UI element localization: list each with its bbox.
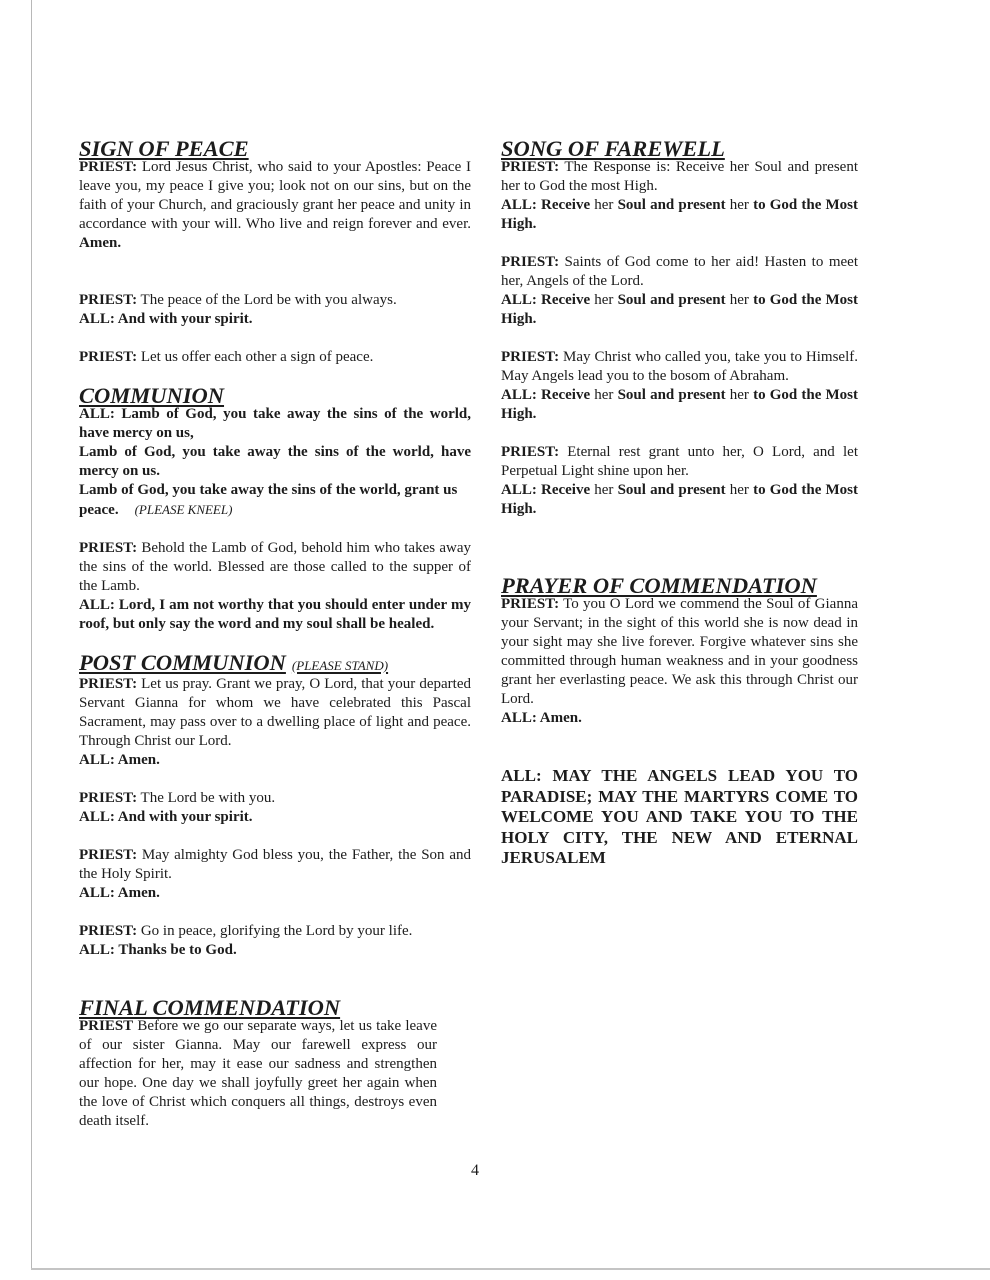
prayer-text: Before we go our separate ways, let us take leave of our sister Gianna. May our farewell express our affection for her, may it ease our sadness and strengthen our hope. One day we shall joyfully greet her again when the love of Christ which conquers all things, destroys even death itself. (79, 1018, 437, 1129)
sign-of-peace-section (79, 136, 471, 367)
prayer-text: Let us pray. Grant we pray, O Lord, that your departed Servant Gianna for whom we have celebrated this Pascal Sacrament, may pass over to a dwelling place of light and peace. Through Christ our Lord. (79, 676, 471, 749)
prayer-text: The Response is: Receive her Soul and present her to God the most High. (501, 159, 858, 194)
speaker-label: PRIEST: (501, 159, 560, 175)
prayer-text: May Christ who called you, take you to Himself. May Angels lead you to the bosom of Abraham. (501, 349, 858, 384)
prayer-text: Saints of God come to her aid! Hasten to meet her, Angels of the Lord. (501, 254, 858, 289)
speaker-label: PRIEST: (501, 349, 560, 365)
communion-response: ALL: Lord, I am not worthy that you should enter under my roof, but only say the word and my soul shall be healed. (79, 597, 471, 632)
prayer-text: Let us offer each other a sign of peace. (137, 349, 374, 365)
response-part: ALL: Receive (501, 387, 591, 403)
lamb-of-god-2: Lamb of God, you take away the sins of the world, have mercy on us. (79, 444, 471, 479)
prayer-text: The Lord be with you. (137, 790, 276, 806)
post-communion-heading (79, 650, 471, 675)
lamb-of-god-3: Lamb of God, you take away the sins of the world, grant us peace. (79, 482, 458, 518)
prayer-of-commendation-heading: PRAYER OF COMMENDATION (501, 573, 817, 598)
post-communion-title: POST COMMUNION (79, 650, 286, 675)
blessing (79, 846, 471, 884)
speaker-label: PRIEST: (79, 676, 138, 692)
response-part: her (725, 482, 754, 498)
prayer-of-commendation-section (501, 573, 858, 728)
prayer-text: The peace of the Lord be with you always. (137, 292, 397, 308)
farewell-response (501, 481, 858, 519)
response-part: to God the Most High. (501, 387, 859, 422)
page-number: 4 (471, 1162, 479, 1179)
prayer-text: Lord Jesus Christ, who said to your Apostles: Peace I leave you, my peace I give you; look not on our sins, but on the faith of your Church, and graciously grant her peace and unity in accordance with your will. Who live and reign forever and ever. (79, 159, 471, 232)
scan-edge-left (31, 0, 32, 1268)
speaker-label: PRIEST: (501, 254, 560, 270)
amen-response: ALL: Amen. (79, 885, 160, 901)
song-of-farewell-section (501, 136, 859, 519)
peace-greeting (79, 291, 471, 310)
farewell-verse-2 (501, 253, 858, 291)
speaker-label: PRIEST: (79, 923, 138, 939)
lamb-of-god-1: ALL: Lamb of God, you take away the sins of the world, have mercy on us, (79, 406, 471, 441)
response-part: her (590, 197, 618, 213)
spirit-response: ALL: And with your spirit. (79, 809, 253, 825)
response-part: her (725, 292, 754, 308)
response-part: Soul and present (617, 197, 726, 213)
prayer-of-commendation-text (501, 595, 858, 709)
stand-note: (PLEASE STAND) (291, 658, 389, 673)
prayer-text: To you O Lord we commend the Soul of Gianna your Servant; in the sight of this world she is now dead in your sight may she live forever. Forgive whatever sins she committed through human weakness and in your goodness grant her everlasting peace. We ask this through Christ our Lord. (501, 596, 858, 707)
speaker-label: PRIEST: (79, 847, 138, 863)
response-part: her (725, 197, 754, 213)
sign-of-peace-heading: SIGN OF PEACE (79, 136, 249, 161)
response-part: Soul and present (617, 292, 726, 308)
sign-of-peace-prayer (79, 158, 471, 253)
response-part: her (590, 482, 618, 498)
response-part: Soul and present (617, 387, 726, 403)
behold-the-lamb (79, 539, 471, 596)
right-column (501, 136, 859, 869)
post-communion-prayer (79, 675, 471, 751)
response-part: her (590, 387, 618, 403)
peace-response: ALL: And with your spirit. (79, 311, 253, 327)
amen-response: ALL: Amen. (501, 710, 582, 726)
response-part: ALL: Receive (501, 482, 591, 498)
post-communion-section (79, 650, 471, 960)
speaker-label: PRIEST (79, 1018, 134, 1034)
prayer-text: May almighty God bless you, the Father, the Son and the Holy Spirit. (79, 847, 471, 882)
left-column (79, 136, 471, 1131)
amen-text: Amen. (79, 235, 122, 251)
farewell-verse-4 (501, 443, 858, 481)
closing-antiphon: ALL: MAY THE ANGELS LEAD YOU TO PARADISE; MAY THE MARTYRS COME TO WELCOME YOU AND TAKE YOU TO THE HOLY CITY, THE NEW AND ETERNAL JERUSALEM (501, 766, 858, 867)
prayer-text: Behold the Lamb of God, behold him who takes away the sins of the world. Blessed are those called to the supper of the Lamb. (79, 540, 471, 594)
farewell-response (501, 291, 858, 329)
song-of-farewell-heading: SONG OF FAREWELL (501, 136, 725, 161)
speaker-label: PRIEST: (79, 790, 138, 806)
speaker-label: PRIEST: (501, 596, 560, 612)
farewell-verse-1 (501, 158, 858, 196)
farewell-verse-3 (501, 348, 858, 386)
prayer-text: Go in peace, glorifying the Lord by your life. (137, 923, 413, 939)
response-part: Soul and present (617, 482, 726, 498)
communion-heading: COMMUNION (79, 383, 225, 408)
speaker-label: PRIEST: (79, 292, 138, 308)
communion-section (79, 383, 471, 634)
lord-be-with-you (79, 789, 471, 808)
speaker-label: PRIEST: (79, 349, 138, 365)
response-part: her (590, 292, 618, 308)
prayer-text: Eternal rest grant unto her, O Lord, and let Perpetual Light shine upon her. (501, 444, 858, 479)
final-commendation-heading: FINAL COMMENDATION (79, 995, 341, 1020)
scan-edge-bottom (31, 1268, 990, 1270)
amen-response: ALL: Amen. (79, 752, 160, 768)
response-part: to God the Most High. (501, 292, 859, 327)
speaker-label: PRIEST: (79, 159, 138, 175)
speaker-label: PRIEST: (501, 444, 560, 460)
response-part: to God the Most High. (501, 482, 859, 517)
final-commendation-text (79, 1017, 437, 1131)
final-commendation-section (79, 995, 437, 1131)
thanks-response: ALL: Thanks be to God. (79, 942, 237, 958)
response-part: ALL: Receive (501, 197, 591, 213)
lamb-of-god-3-line (79, 481, 471, 520)
response-part: to God the Most High. (501, 197, 859, 232)
sign-of-peace-invitation (79, 348, 471, 367)
speaker-label: PRIEST: (79, 540, 138, 556)
farewell-response (501, 196, 858, 234)
dismissal (79, 922, 471, 941)
response-part: ALL: Receive (501, 292, 591, 308)
response-part: her (725, 387, 754, 403)
farewell-response (501, 386, 858, 424)
kneel-note: (PLEASE KNEEL) (134, 502, 233, 517)
